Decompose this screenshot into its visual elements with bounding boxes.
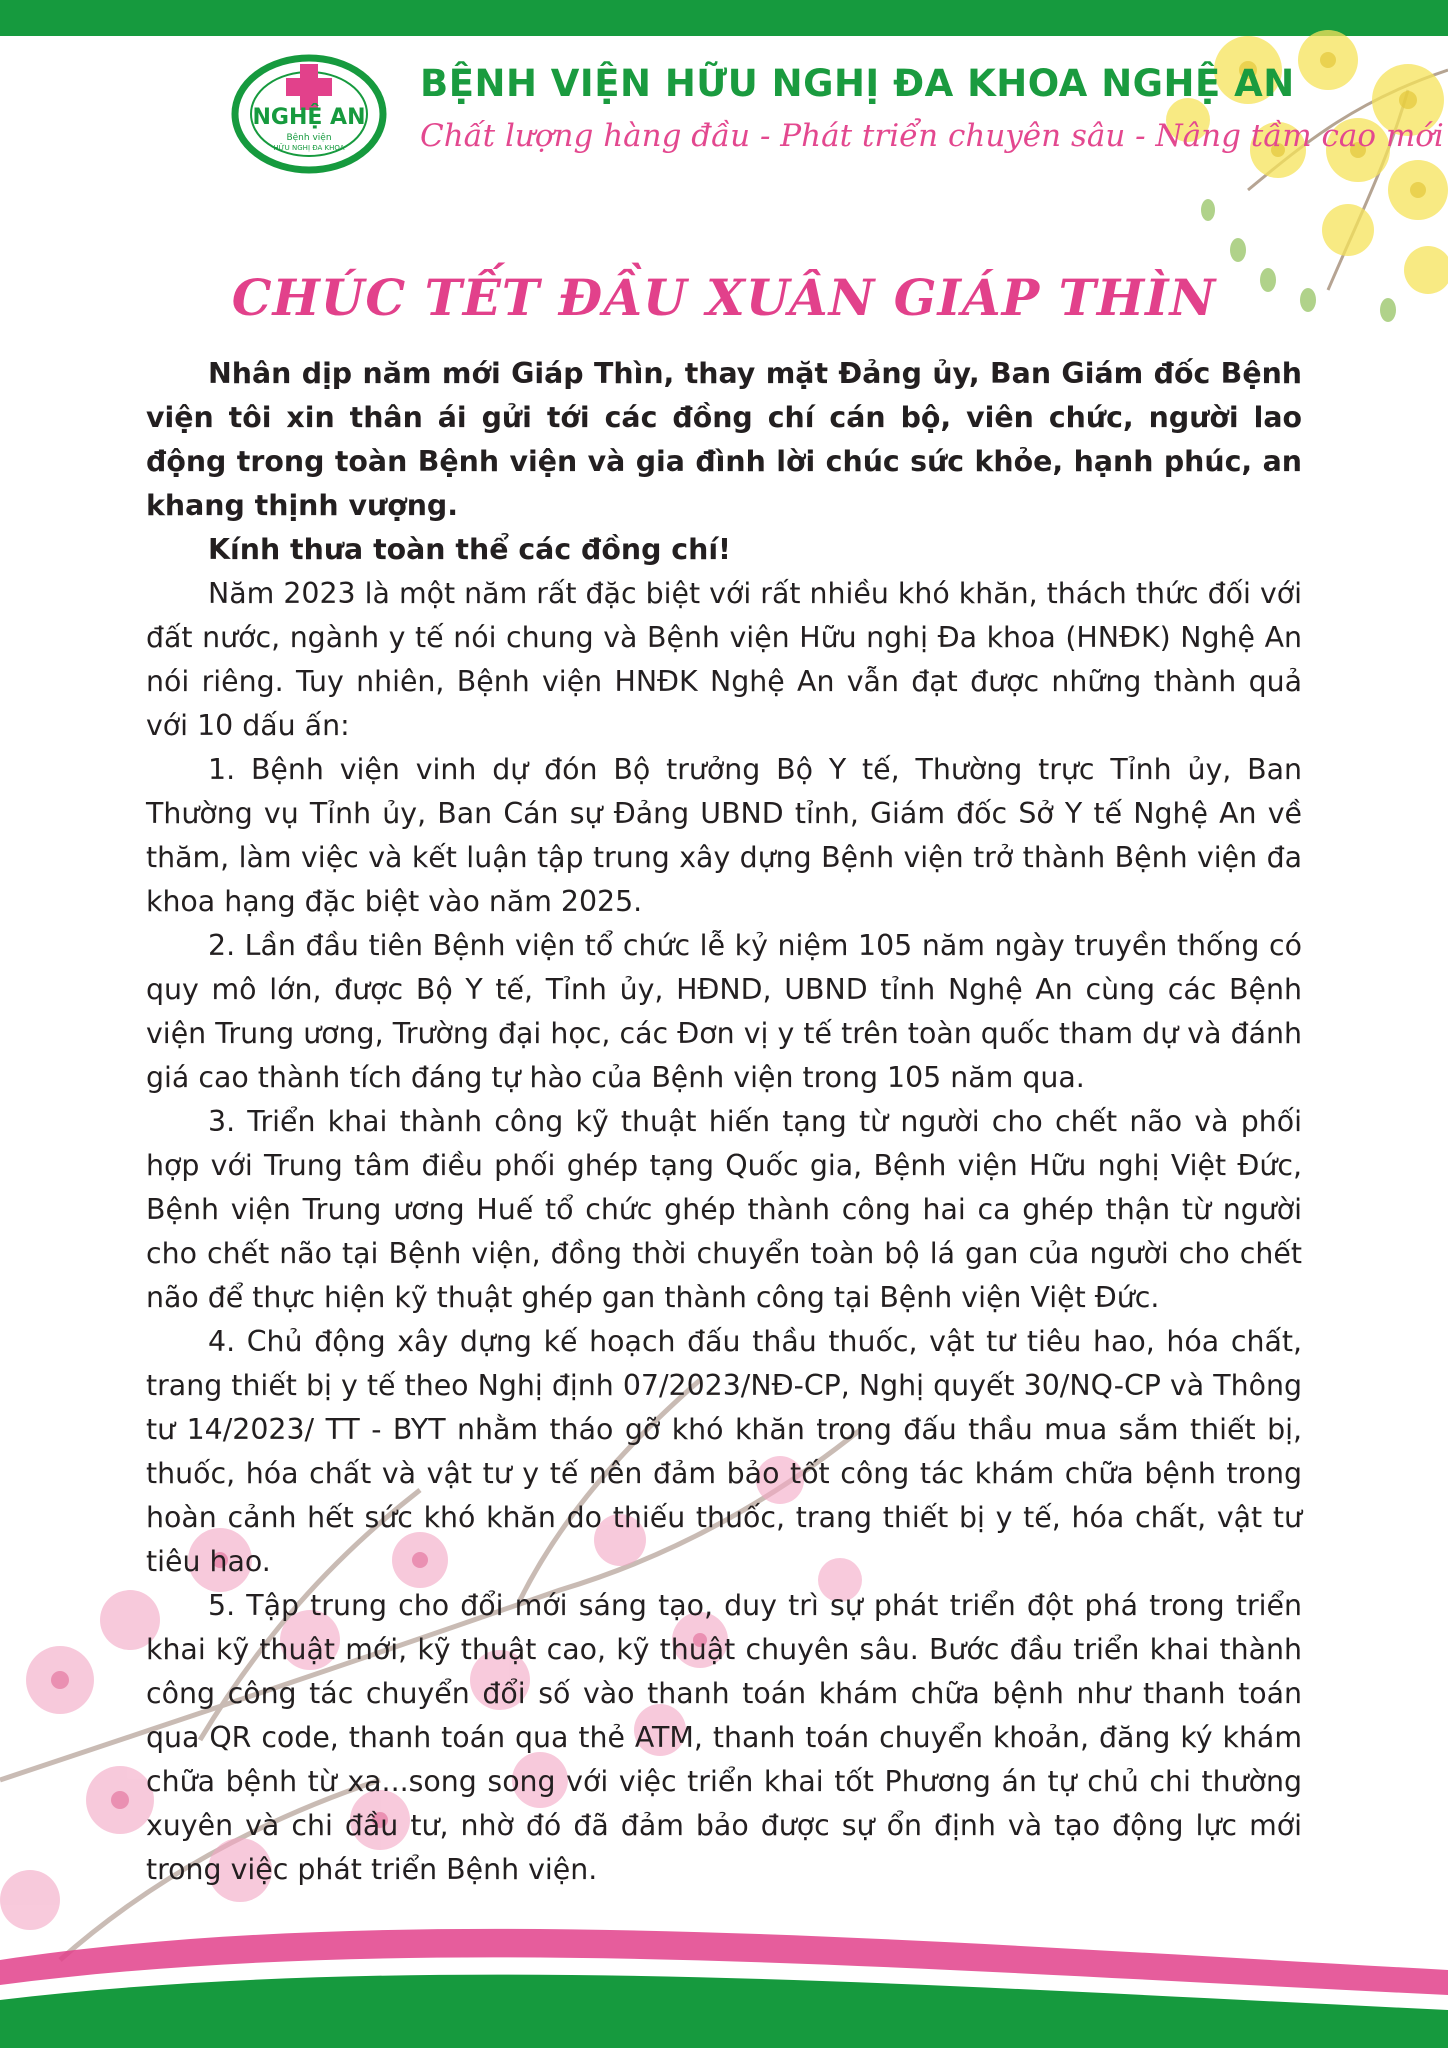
achievement-item: 5. Tập trung cho đổi mới sáng tạo, duy trì sự phát triển đột phá trong triển khai kỹ thuật mới, kỹ thuật cao, kỹ thuật chuyên sâu. Bước đầu triển khai thành công công tác chuyển đổi số vào thanh toán khám chữa bệnh như thanh toán qua QR code, thanh toán qua thẻ ATM, thanh toán chuyển khoản, đăng ký khám chữa bệnh từ xa...song song với việc triển khai tốt Phương án tự chủ chi thường xuyên và chi đầu tư, nhờ đó đã đảm bảo được sự ổn định và tạo động lực mới trong việc phát triển Bệnh viện. [146,1589,1302,1886]
salutation: Kính thưa toàn thể các đồng chí! [208,533,731,566]
logo-caption-1: Bệnh viện [286,133,332,143]
achievement-item: 2. Lần đầu tiên Bệnh viện tổ chức lễ kỷ niệm 105 năm ngày truyền thống có quy mô lớn, được Bộ Y tế, Tỉnh ủy, HĐND, UBND tỉnh Nghệ An cùng các Bệnh viện Trung ương, Trường đại học, các Đơn vị y tế trên toàn quốc tham dự và đánh giá cao thành tích đáng tự hào của Bệnh viện trong 105 năm qua. [146,929,1302,1094]
bottom-wave-decoration [0,1900,1448,2048]
logo-text: NGHỆ AN [252,105,366,130]
letter-body [146,352,1302,1892]
hospital-name: BỆNH VIỆN HỮU NGHỊ ĐA KHOA NGHỆ AN [420,62,1295,105]
intro-paragraph: Năm 2023 là một năm rất đặc biệt với rất nhiều khó khăn, thách thức đối với đất nước, ngành y tế nói chung và Bệnh viện Hữu nghị Đa khoa (HNĐK) Nghệ An nói riêng. Tuy nhiên, Bệnh viện HNĐK Nghệ An vẫn đạt được những thành quả với 10 dấu ấn: [146,577,1302,742]
achievement-item: 1. Bệnh viện vinh dự đón Bộ trưởng Bộ Y tế, Thường trực Tỉnh ủy, Ban Thường vụ Tỉnh ủy, Ban Cán sự Đảng UBND tỉnh, Giám đốc Sở Y tế Nghệ An về thăm, làm việc và kết luận tập trung xây dựng Bệnh viện trở thành Bệnh viện đa khoa hạng đặc biệt vào năm 2025. [146,753,1302,918]
achievement-item: 4. Chủ động xây dựng kế hoạch đấu thầu thuốc, vật tư tiêu hao, hóa chất, trang thiết bị y tế theo Nghị định 07/2023/NĐ-CP, Nghị quyết 30/NQ-CP và Thông tư 14/2023/ TT - BYT nhằm tháo gỡ khó khăn trong đấu thầu mua sắm thiết bị, thuốc, hóa chất và vật tư y tế nên đảm bảo tốt công tác khám chữa bệnh trong hoàn cảnh hết sức khó khăn do thiếu thuốc, trang thiết bị y tế, hóa chất, vật tư tiêu hao. [146,1325,1302,1578]
logo-caption-2: HỮU NGHỊ ĐA KHOA [273,144,345,152]
page-title: CHÚC TẾT ĐẦU XUÂN GIÁP THÌN [231,268,1217,327]
achievement-item: 3. Triển khai thành công kỹ thuật hiến tạng từ người cho chết não và phối hợp với Trung tâm điều phối ghép tạng Quốc gia, Bệnh viện Hữu nghị Việt Đức, Bệnh viện Trung ương Huế tổ chức ghép thành công hai ca ghép thận từ người cho chết não tại Bệnh viện, đồng thời chuyển toàn bộ lá gan của người cho chết não để thực hiện kỹ thuật ghép gan thành công tại Bệnh viện Việt Đức. [146,1105,1302,1314]
hospital-slogan: Chất lượng hàng đầu - Phát triển chuyên sâu - Nâng tầm cao mới [420,118,1444,154]
hospital-logo [228,52,390,176]
greeting-paragraph: Nhân dịp năm mới Giáp Thìn, thay mặt Đảng ủy, Ban Giám đốc Bệnh viện tôi xin thân ái gửi tới các đồng chí cán bộ, viên chức, người lao động trong toàn Bệnh viện và gia đình lời chúc sức khỏe, hạnh phúc, an khang thịnh vượng. [146,357,1302,522]
